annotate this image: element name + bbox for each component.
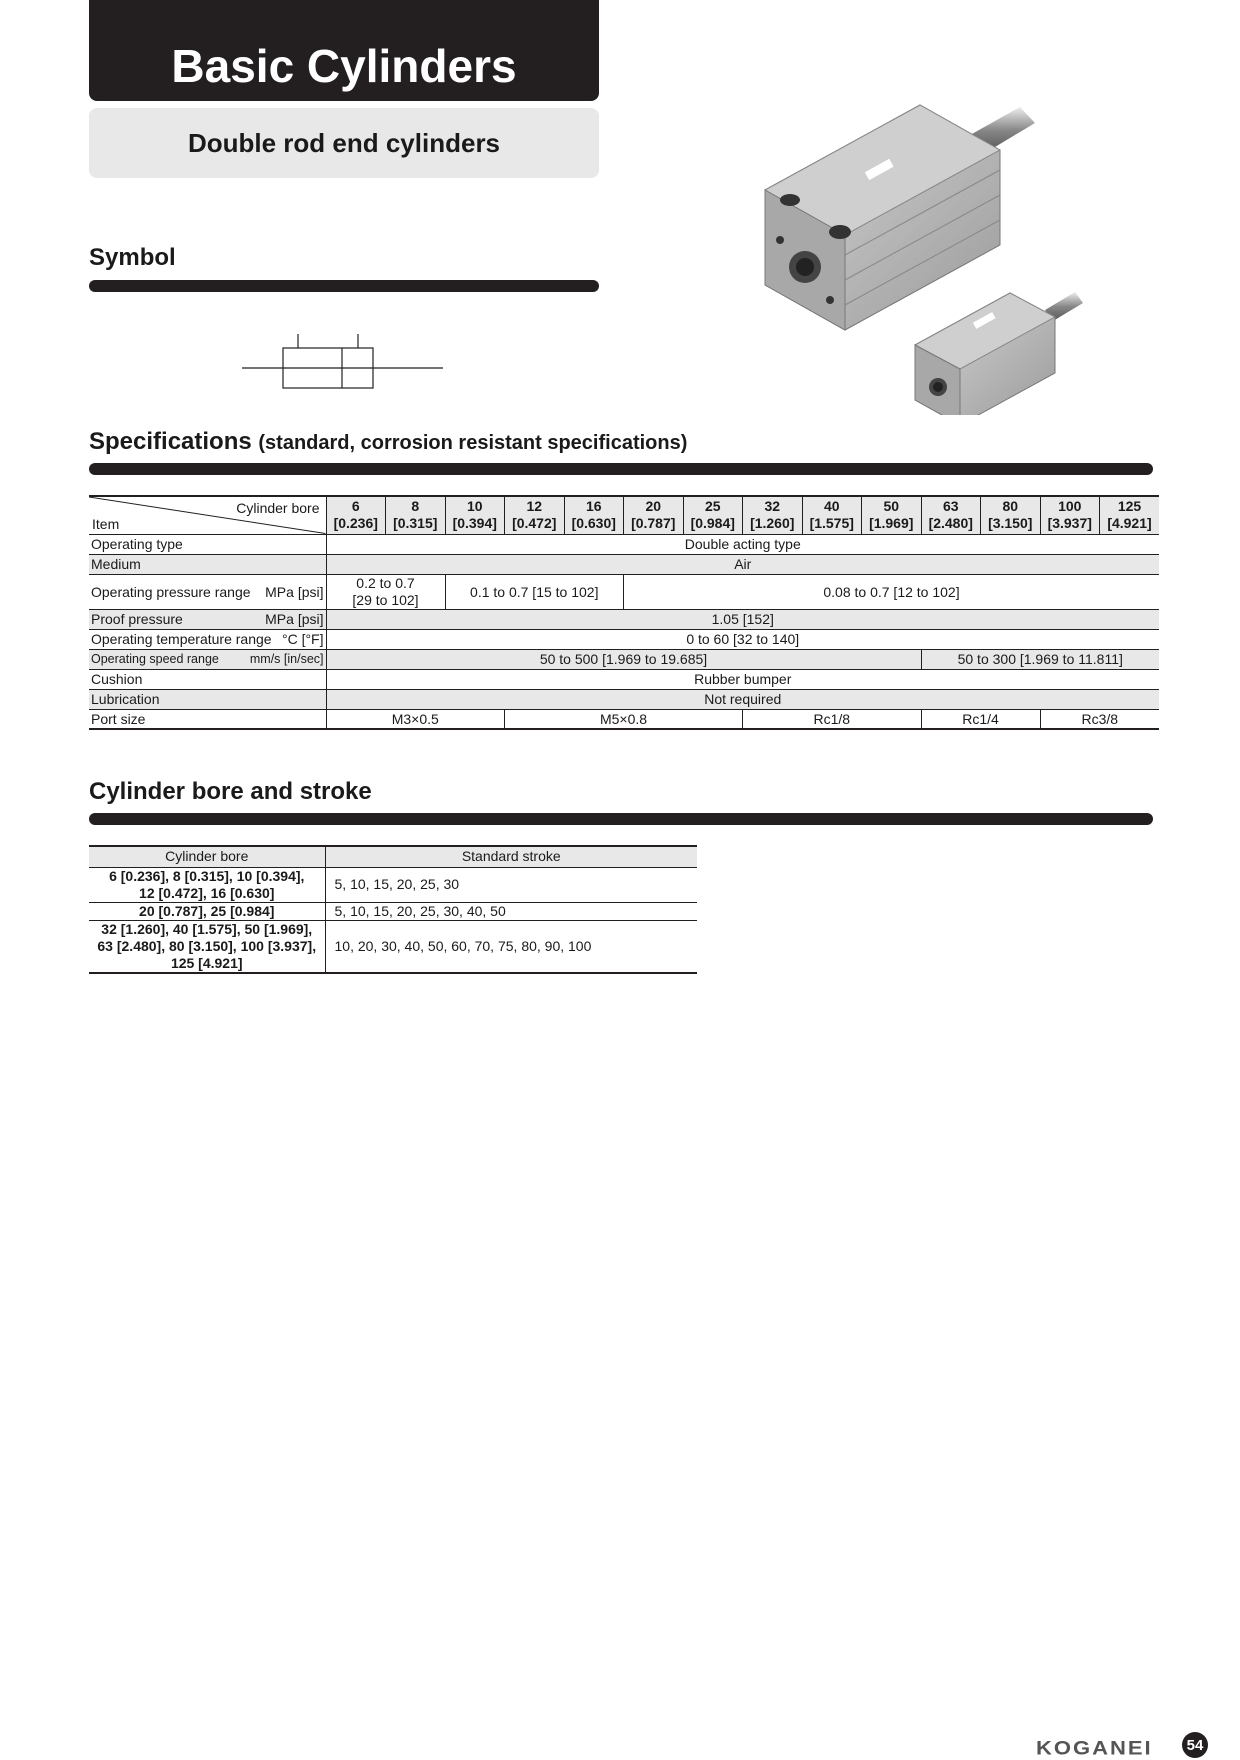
- bore-column-header: 125 [4.921]: [1100, 496, 1160, 534]
- bore-column-header: 63 [2.480]: [921, 496, 981, 534]
- spec-row-proof-pressure: [89, 609, 1159, 629]
- spec-row-medium: [89, 554, 1159, 574]
- bore-column-header: 40 [1.575]: [802, 496, 862, 534]
- bore-column-header: 8 [0.315]: [386, 496, 446, 534]
- spec-value: 0.08 to 0.7 [12 to 102]: [624, 574, 1160, 609]
- spec-row-operating-type: [89, 534, 1159, 554]
- bore-column-header: 20 [0.787]: [624, 496, 684, 534]
- stroke-bore-cell: 6 [0.236], 8 [0.315], 10 [0.394], 12 [0.472], 16 [0.630]: [109, 867, 305, 901]
- koganei-logo: KOGANEI: [1036, 1736, 1153, 1759]
- spec-value: 50 to 500 [1.969 to 19.685]: [326, 649, 921, 669]
- spec-label: Operating pressure range MPa [psi]: [91, 583, 324, 600]
- bore-column-header: 100 [3.937]: [1040, 496, 1100, 534]
- stroke-header-stroke: Standard stroke: [325, 846, 697, 867]
- page-subtitle: Double rod end cylinders: [187, 127, 501, 158]
- bore-column-header: 80 [3.150]: [981, 496, 1041, 534]
- page-subtitle-banner: [89, 108, 599, 178]
- spec-label: Operating speed range mm/s [in/sec]: [91, 652, 324, 666]
- bore-column-header: 6 [0.236]: [326, 496, 386, 534]
- cylinder-symbol: [240, 334, 450, 394]
- bore-stroke-table: [89, 845, 697, 974]
- section-rule-specs: [89, 463, 1153, 475]
- spec-label: Operating temperature range °C [°F]: [91, 631, 324, 647]
- spec-value: Rc1/8: [743, 709, 922, 729]
- product-photo: [745, 95, 1105, 415]
- stroke-value-cell: 10, 20, 30, 40, 50, 60, 70, 75, 80, 90, 100: [325, 920, 697, 973]
- stroke-header-bore: Cylinder bore: [165, 848, 249, 865]
- stroke-bore-cell: 20 [0.787], 25 [0.984]: [139, 902, 275, 919]
- spec-value: 0 to 60 [32 to 140]: [326, 629, 1159, 649]
- spec-label: Lubrication: [91, 691, 160, 707]
- stroke-row: [89, 920, 697, 973]
- spec-value: Not required: [326, 689, 1159, 709]
- spec-value: Rc1/4: [921, 709, 1040, 729]
- spec-value: M3×0.5: [326, 709, 505, 729]
- spec-label: Cushion: [91, 671, 143, 687]
- spec-unit: °C [°F]: [281, 631, 324, 647]
- spec-row-pressure: [89, 574, 1159, 609]
- stroke-value-cell: 5, 10, 15, 20, 25, 30, 40, 50: [325, 902, 697, 920]
- bore-column-header: 16 [0.630]: [564, 496, 624, 534]
- stroke-value-cell: 5, 10, 15, 20, 25, 30: [325, 867, 697, 902]
- specifications-table: [89, 495, 1159, 730]
- bore-column-header: 12 [0.472]: [505, 496, 565, 534]
- section-rule-bore-stroke: [89, 813, 1153, 825]
- stroke-bore-cell: 32 [1.260], 40 [1.575], 50 [1.969], 63 [2.480], 80 [3.150], 100 [3.937], 125 [4.921]: [97, 920, 317, 971]
- spec-value: Rubber bumper: [326, 669, 1159, 689]
- spec-row-temperature: [89, 629, 1159, 649]
- spec-row-port-size: [89, 709, 1159, 729]
- page-title-banner: [89, 0, 599, 101]
- bore-column-header: 25 [0.984]: [683, 496, 743, 534]
- spec-unit: MPa [psi]: [265, 611, 324, 627]
- section-heading-bore-stroke: Cylinder bore and stroke: [89, 778, 372, 805]
- spec-label: Medium: [91, 556, 141, 572]
- spec-unit: MPa [psi]: [265, 583, 324, 600]
- spec-value: Double acting type: [326, 534, 1159, 554]
- spec-value: 0.2 to 0.7 [29 to 102]: [326, 574, 445, 609]
- spec-value: 0.1 to 0.7 [15 to 102]: [445, 574, 624, 609]
- specs-note: (standard, corrosion resistant specifications): [258, 432, 688, 454]
- spec-label: Operating type: [91, 536, 183, 552]
- spec-row-lubrication: [89, 689, 1159, 709]
- spec-corner-cell: [89, 496, 326, 534]
- bore-column-header: 10 [0.394]: [445, 496, 505, 534]
- specs-title: Specifications: [89, 428, 252, 455]
- corner-cylinder-bore: Cylinder bore: [236, 500, 320, 516]
- section-rule-symbol: [89, 280, 599, 292]
- spec-label: Proof pressure MPa [psi]: [91, 611, 324, 627]
- stroke-header-row: [89, 846, 697, 867]
- stroke-row: [89, 902, 697, 920]
- spec-unit: mm/s [in/sec]: [249, 652, 324, 666]
- spec-value: Air: [326, 554, 1159, 574]
- bore-column-header: 32 [1.260]: [743, 496, 803, 534]
- spec-row-speed: [89, 649, 1159, 669]
- spec-header-row: [89, 496, 1159, 534]
- spec-value: 50 to 300 [1.969 to 11.811]: [921, 649, 1159, 669]
- spec-value: 1.05 [152]: [326, 609, 1159, 629]
- spec-value: Rc3/8: [1040, 709, 1159, 729]
- section-heading-specs: [89, 428, 687, 456]
- spec-row-cushion: [89, 669, 1159, 689]
- page-title: Basic Cylinders: [171, 40, 517, 92]
- page-number: 54: [1182, 1732, 1208, 1758]
- section-heading-symbol: Symbol: [89, 244, 176, 271]
- spec-value: M5×0.8: [505, 709, 743, 729]
- corner-item: Item: [92, 515, 120, 532]
- stroke-row: [89, 867, 697, 902]
- bore-column-header: 50 [1.969]: [862, 496, 922, 534]
- spec-label: Port size: [91, 710, 146, 727]
